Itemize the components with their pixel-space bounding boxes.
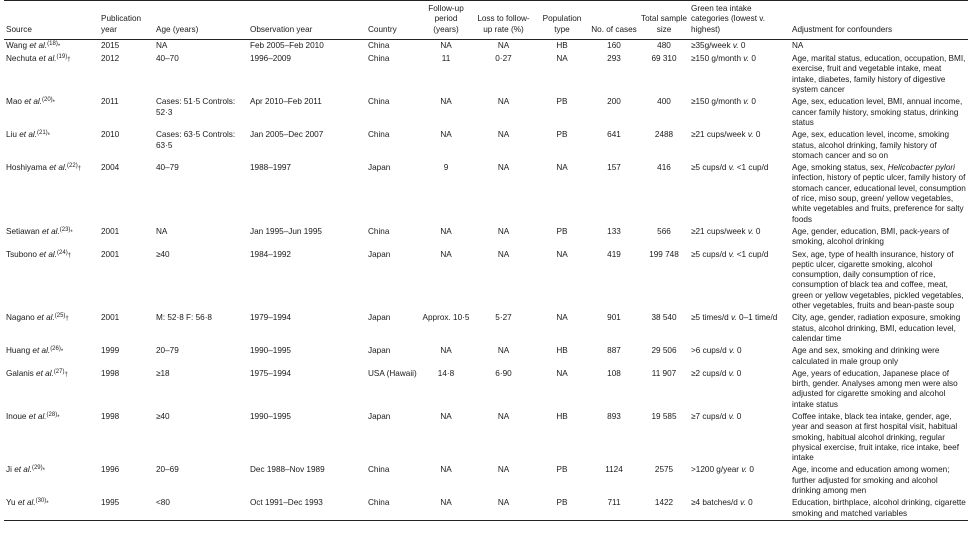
cell-followup: NA [440,130,452,140]
table-row [4,464,968,497]
cell-intake: ≥5 cups/d v. <1 cup/d [691,249,769,259]
cell-obs-year: 1996–2009 [250,54,291,64]
cell-age: M: 52·8 F: 56·8 [156,313,212,323]
author-name: Hoshiyama [6,163,47,173]
adjust-rest: infection, history of peptic ulcer, family history of stomach cancer, educational level, consumption of rice, miso soup, green/ yellow vegetables, white vegetables and fruits, preference for salty foods [792,173,966,224]
intake-high: ≥2 cups/d [691,368,727,378]
versus-label: v. [728,368,735,378]
cell-cases: 901 [607,313,621,323]
cell-loss: 6·90 [495,368,512,378]
cell-source [4,129,99,162]
cell-cases: 887 [607,346,621,356]
cell-intake: ≥21 cups/week v. 0 [691,130,761,140]
et-al: et al. [36,368,54,378]
intake-high: ≥21 cups/week [691,226,746,236]
study-type-mark: * [57,414,60,421]
reference-number: (30) [35,498,47,505]
et-al: et al. [19,130,37,140]
cell-followup: 11 [441,54,451,64]
cell-sample: 416 [657,163,671,173]
table-row [4,39,968,53]
reference-number: (19) [56,54,68,61]
cell-pop-type: NA [556,163,568,173]
cell-pop-type: PB [556,226,568,236]
table-row [4,345,968,368]
cell-source [4,96,99,129]
cell-cases: 200 [607,97,621,107]
versus-label: v. [728,163,735,173]
cell-pop-type: NA [556,368,568,378]
study-type-mark: * [70,229,73,236]
et-al: et al. [32,346,51,356]
cell-cases: 157 [607,163,621,173]
cell-sample: 566 [657,226,671,236]
cell-cases: 133 [607,226,621,236]
author-name: Mao [6,97,22,107]
table-body [4,39,968,520]
cell-source [4,368,99,411]
cell-intake: ≥150 g/month v. 0 [691,97,756,107]
cell-country: China [368,498,390,508]
study-type-mark: * [47,133,50,140]
cell-pub-year: 2004 [101,163,120,173]
intake-high: ≥35g/week [691,40,731,50]
versus-label: v. [747,130,754,140]
reference-number: (26) [50,346,61,353]
et-al: et al. [41,226,60,236]
cell-loss: NA [497,465,510,475]
et-al: et al. [24,97,42,107]
cell-cases: 641 [607,130,621,140]
intake-high: ≥5 cups/d [691,163,727,173]
cell-pub-year: 2012 [101,54,120,64]
cell-adjust: Age, years of education, Japanese place of birth, gender. Analyses among men were also adjusted for cigarette smoking and alcohol intake status [792,368,958,409]
cell-source [4,411,99,464]
reference-number: (21) [36,130,48,137]
et-al: et al. [29,40,48,50]
reference-number: (28) [46,411,58,418]
cell-loss: NA [497,40,510,50]
cell-pop-type: PB [556,97,568,107]
table-row [4,129,968,162]
cell-adjust [790,162,968,226]
cell-source [4,162,99,226]
cell-followup: NA [440,97,452,107]
cell-source [4,312,99,345]
cell-loss: NA [497,130,510,140]
cell-age: NA [156,40,168,50]
reference-number: (29) [31,465,43,472]
cell-country: China [368,97,390,107]
cell-country: China [368,226,390,236]
et-al: et al. [14,465,32,475]
et-al: et al. [17,498,36,508]
author-name: Wang [6,40,28,50]
versus-label: v. [743,97,750,107]
cell-followup: NA [440,465,452,475]
header-pub-year: Publication year [101,14,142,34]
header-followup: Follow-up period (years) [428,4,464,34]
cell-sample: 29 506 [651,346,677,356]
intake-high: ≥7 cups/d [691,411,727,421]
cell-intake: ≥5 cups/d v. <1 cup/d [691,163,769,173]
et-al: et al. [49,163,68,173]
cell-country: China [368,465,390,475]
study-type-mark: * [42,468,45,475]
table-row [4,312,968,345]
author-name: Inoue [6,411,27,421]
cell-intake: ≥5 times/d v. 0–1 time/d [691,313,778,323]
cell-obs-year: 1984–1992 [250,249,291,259]
cell-intake: >6 cups/d v. 0 [691,346,742,356]
author-name: Yu [6,498,16,508]
cell-age: 20–79 [156,346,179,356]
cell-followup: 9 [443,163,449,173]
cell-age: NA [156,226,168,236]
cell-loss: NA [497,249,510,259]
header-loss: Loss to follow-up rate (%) [477,14,530,34]
intake-high: >6 cups/d [691,346,727,356]
header-sample: Total sample size [641,14,687,34]
cell-followup: NA [440,346,452,356]
versus-label: v. [731,313,737,323]
cell-obs-year: 1990–1995 [250,411,291,421]
table-row [4,368,968,411]
cell-cases: 1124 [605,465,623,475]
cell-age: 40–70 [156,54,179,64]
cell-loss: NA [497,411,510,421]
cell-intake: ≥150 g/month v. 0 [691,54,756,64]
cell-source [4,497,99,520]
cell-pub-year: 2001 [101,226,120,236]
cell-adjust: Age, sex, education level, income, smoking status, alcohol drinking, family history of stomach cancer and so on [792,130,950,160]
cell-loss: NA [497,498,510,508]
versus-label: v. [743,54,750,64]
intake-high: ≥21 cups/week [691,130,746,140]
cell-adjust: Age, sex, education level, BMI, annual income, cancer family history, smoking status, drinking status [792,97,963,127]
intake-high: ≥150 g/month [691,97,742,107]
cell-age: 40–79 [156,163,179,173]
cell-sample: 2488 [654,130,674,140]
et-al: et al. [36,313,55,323]
versus-label: v. [728,411,735,421]
cell-age: Cases: 63·5 Controls: 63·5 [156,130,236,150]
cell-intake: ≥7 cups/d v. 0 [691,411,742,421]
cell-loss: 5·27 [495,313,512,323]
cell-adjust: City, age, gender, radiation exposure, smoking status, alcohol drinking, BMI, education level, calendar time [792,313,961,343]
header-intake: Green tea intake categories (lowest v. highest) [691,4,766,34]
adjust-italic: Helicobacter pylori [887,163,955,173]
cell-age: ≥40 [156,249,170,259]
cell-source [4,464,99,497]
studies-table [4,0,968,521]
cell-pub-year: 1998 [101,368,120,378]
cell-obs-year: Feb 2005–Feb 2010 [250,40,324,50]
cell-loss: NA [497,346,510,356]
adjust-pre: Age, smoking status, sex, [792,163,888,173]
reference-number: (22) [67,163,78,170]
study-type-mark: * [46,501,49,508]
cell-cases: 893 [607,411,621,421]
cell-country: Japan [368,163,391,173]
cell-loss: 0·27 [495,54,512,64]
cell-pop-type: HB [556,411,568,421]
cell-sample: 480 [657,40,671,50]
cell-pop-type: PB [556,498,568,508]
cell-followup: 14·8 [437,368,455,378]
cell-country: China [368,40,390,50]
cell-source [4,249,99,313]
header-pop-type: Population type [542,14,582,34]
author-name: Huang [6,346,31,356]
cell-obs-year: 1988–1997 [250,163,291,173]
cell-sample: 38 540 [651,313,677,323]
reference-number: (27) [53,368,65,375]
study-type-mark: † [65,316,69,323]
et-al: et al. [28,411,47,421]
cell-adjust: NA [792,40,804,50]
cell-country: Japan [368,346,391,356]
intake-high: ≥150 g/month [691,54,742,64]
cell-country: USA (Hawaii) [368,368,417,378]
cell-pop-type: HB [556,346,568,356]
study-type-mark: † [67,252,72,259]
intake-high: ≥5 times/d [691,313,729,323]
intake-high: >1200 g/year [691,465,740,475]
cell-source [4,226,99,249]
header-country: Country [368,24,397,34]
cell-adjust: Age, income and education among women; further adjusted for smoking and alcohol drinking among men [792,465,950,496]
header-age: Age (years) [156,24,199,34]
author-name: Tsubono [6,249,37,259]
cell-age: ≥18 [156,368,170,378]
cell-pub-year: 1999 [101,346,120,356]
cell-intake: ≥35g/week v. 0 [691,40,746,50]
cell-obs-year: Dec 1988–Nov 1989 [250,465,325,475]
study-type-mark: * [57,43,61,50]
et-al: et al. [39,249,58,259]
header-adjust: Adjustment for confounders [792,24,893,34]
study-type-mark: † [67,57,71,64]
table-row [4,249,968,313]
cell-adjust: Sex, age, type of health insurance, history of peptic ulcer, cigarette smoking, alcohol consumption, daily consumption of rice, consumption of black tea and coffee, meat, green or yellow vegetables, pickled vegetables, other vegetables, fruits and bean-paste soup [792,249,964,311]
cell-country: China [368,54,390,64]
cell-obs-year: Jan 2005–Dec 2007 [250,130,324,140]
table-row [4,53,968,96]
cell-loss: NA [497,97,510,107]
cell-country: Japan [368,411,391,421]
table-row [4,226,968,249]
author-name: Galanis [6,368,34,378]
table-row [4,497,968,520]
cell-cases: 419 [607,249,621,259]
author-name: Nechuta [6,54,37,64]
cell-pop-type: NA [556,54,568,64]
versus-label: v. [747,226,754,236]
cell-sample: 199 748 [649,249,679,259]
cell-sample: 1422 [654,498,674,508]
reference-number: (25) [54,313,66,320]
cell-pop-type: HB [556,40,568,50]
author-name: Liu [6,130,17,140]
study-type-mark: † [64,371,68,378]
cell-pub-year: 2001 [101,249,120,259]
table-row [4,162,968,226]
cell-country: Japan [368,313,391,323]
cell-pub-year: 1996 [101,465,120,475]
cell-obs-year: Oct 1991–Dec 1993 [250,498,323,508]
study-type-mark: * [60,349,64,356]
cell-sample: 400 [657,97,671,107]
reference-number: (24) [57,249,68,256]
cell-pub-year: 2011 [101,97,119,107]
cell-source [4,39,99,53]
reference-number: (23) [59,226,71,233]
cell-pop-type: PB [556,130,568,140]
cell-followup: NA [440,498,452,508]
cell-obs-year: 1990–1995 [250,346,291,356]
cell-sample: 11 907 [651,368,677,378]
cell-followup: NA [440,249,452,259]
cell-pub-year: 2010 [101,130,120,140]
cell-age: ≥40 [156,411,170,421]
intake-high: ≥4 batches/d [691,498,738,508]
cell-age: 20–69 [156,465,179,475]
header-cases: No. of cases [591,24,637,34]
cell-country: Japan [368,249,391,259]
cell-cases: 711 [607,498,621,508]
cell-pub-year: 1995 [101,498,120,508]
cell-followup: NA [440,411,452,421]
cell-pop-type: NA [556,249,568,259]
cell-pub-year: 2015 [101,40,120,50]
cell-sample: 69 310 [651,54,677,64]
cell-cases: 108 [607,368,621,378]
study-type-mark: * [52,100,55,107]
cell-intake: ≥2 cups/d v. 0 [691,368,742,378]
cell-source [4,53,99,96]
cell-country: China [368,130,390,140]
reference-number: (18) [47,40,58,47]
cell-followup: Approx. 10·5 [422,313,470,323]
cell-pop-type: NA [556,313,568,323]
header-source: Source [6,24,32,34]
cell-age: Cases: 51·5 Controls: 52·3 [156,97,236,117]
versus-label: v. [729,346,735,356]
cell-pub-year: 2001 [101,313,120,323]
versus-label: v. [741,465,748,475]
author-name: Setiawan [6,226,40,236]
cell-obs-year: 1975–1994 [250,368,291,378]
cell-sample: 19 585 [651,411,677,421]
cell-sample: 2575 [654,465,674,475]
cell-cases: 160 [607,40,621,50]
cell-age: <80 [156,498,170,508]
cell-adjust: Age and sex, smoking and drinking were calculated in male group only [792,346,940,366]
cell-pop-type: PB [556,465,568,475]
cell-intake: ≥4 batches/d v. 0 [691,498,753,508]
author-name: Ji [6,465,12,475]
header-row [4,1,968,40]
cell-source [4,345,99,368]
cell-followup: NA [440,226,452,236]
et-al: et al. [38,54,57,64]
cell-obs-year: Apr 2010–Feb 2011 [250,97,322,107]
cell-obs-year: 1979–1994 [250,313,291,323]
reference-number: (20) [41,97,53,104]
study-type-mark: † [77,166,82,173]
versus-label: v. [728,249,735,259]
author-name: Nagano [6,313,35,323]
cell-loss: NA [497,163,510,173]
cell-adjust: Age, marital status, education, occupation, BMI, exercise, fruit and vegetable intake, meat intake, diabetes, family history of digestive system cancer [792,54,966,95]
cell-pub-year: 1998 [101,411,120,421]
versus-label: v. [732,40,739,50]
intake-high: ≥5 cups/d [691,249,727,259]
cell-intake: >1200 g/year v. 0 [691,465,754,475]
cell-adjust: Coffee intake, black tea intake, gender, age, year and season at first hospital visit, habitual smoking, habitual alcohol drinking, regular physical exercise, fruit intake, rice intake, beef intake [792,411,960,463]
table-row [4,96,968,129]
cell-obs-year: Jan 1995–Jun 1995 [250,226,322,236]
table-row [4,411,968,464]
cell-adjust: Age, gender, education, BMI, pack-years of smoking, alcohol drinking [792,226,950,247]
cell-adjust: Education, birthplace, alcohol drinking, cigarette smoking and matched variables [792,498,966,518]
header-obs-year: Observation year [250,24,313,34]
cell-loss: NA [497,226,510,236]
cell-intake: ≥21 cups/week v. 0 [691,226,761,236]
cell-followup: NA [440,40,452,50]
cell-cases: 293 [607,54,621,64]
versus-label: v. [740,498,746,508]
